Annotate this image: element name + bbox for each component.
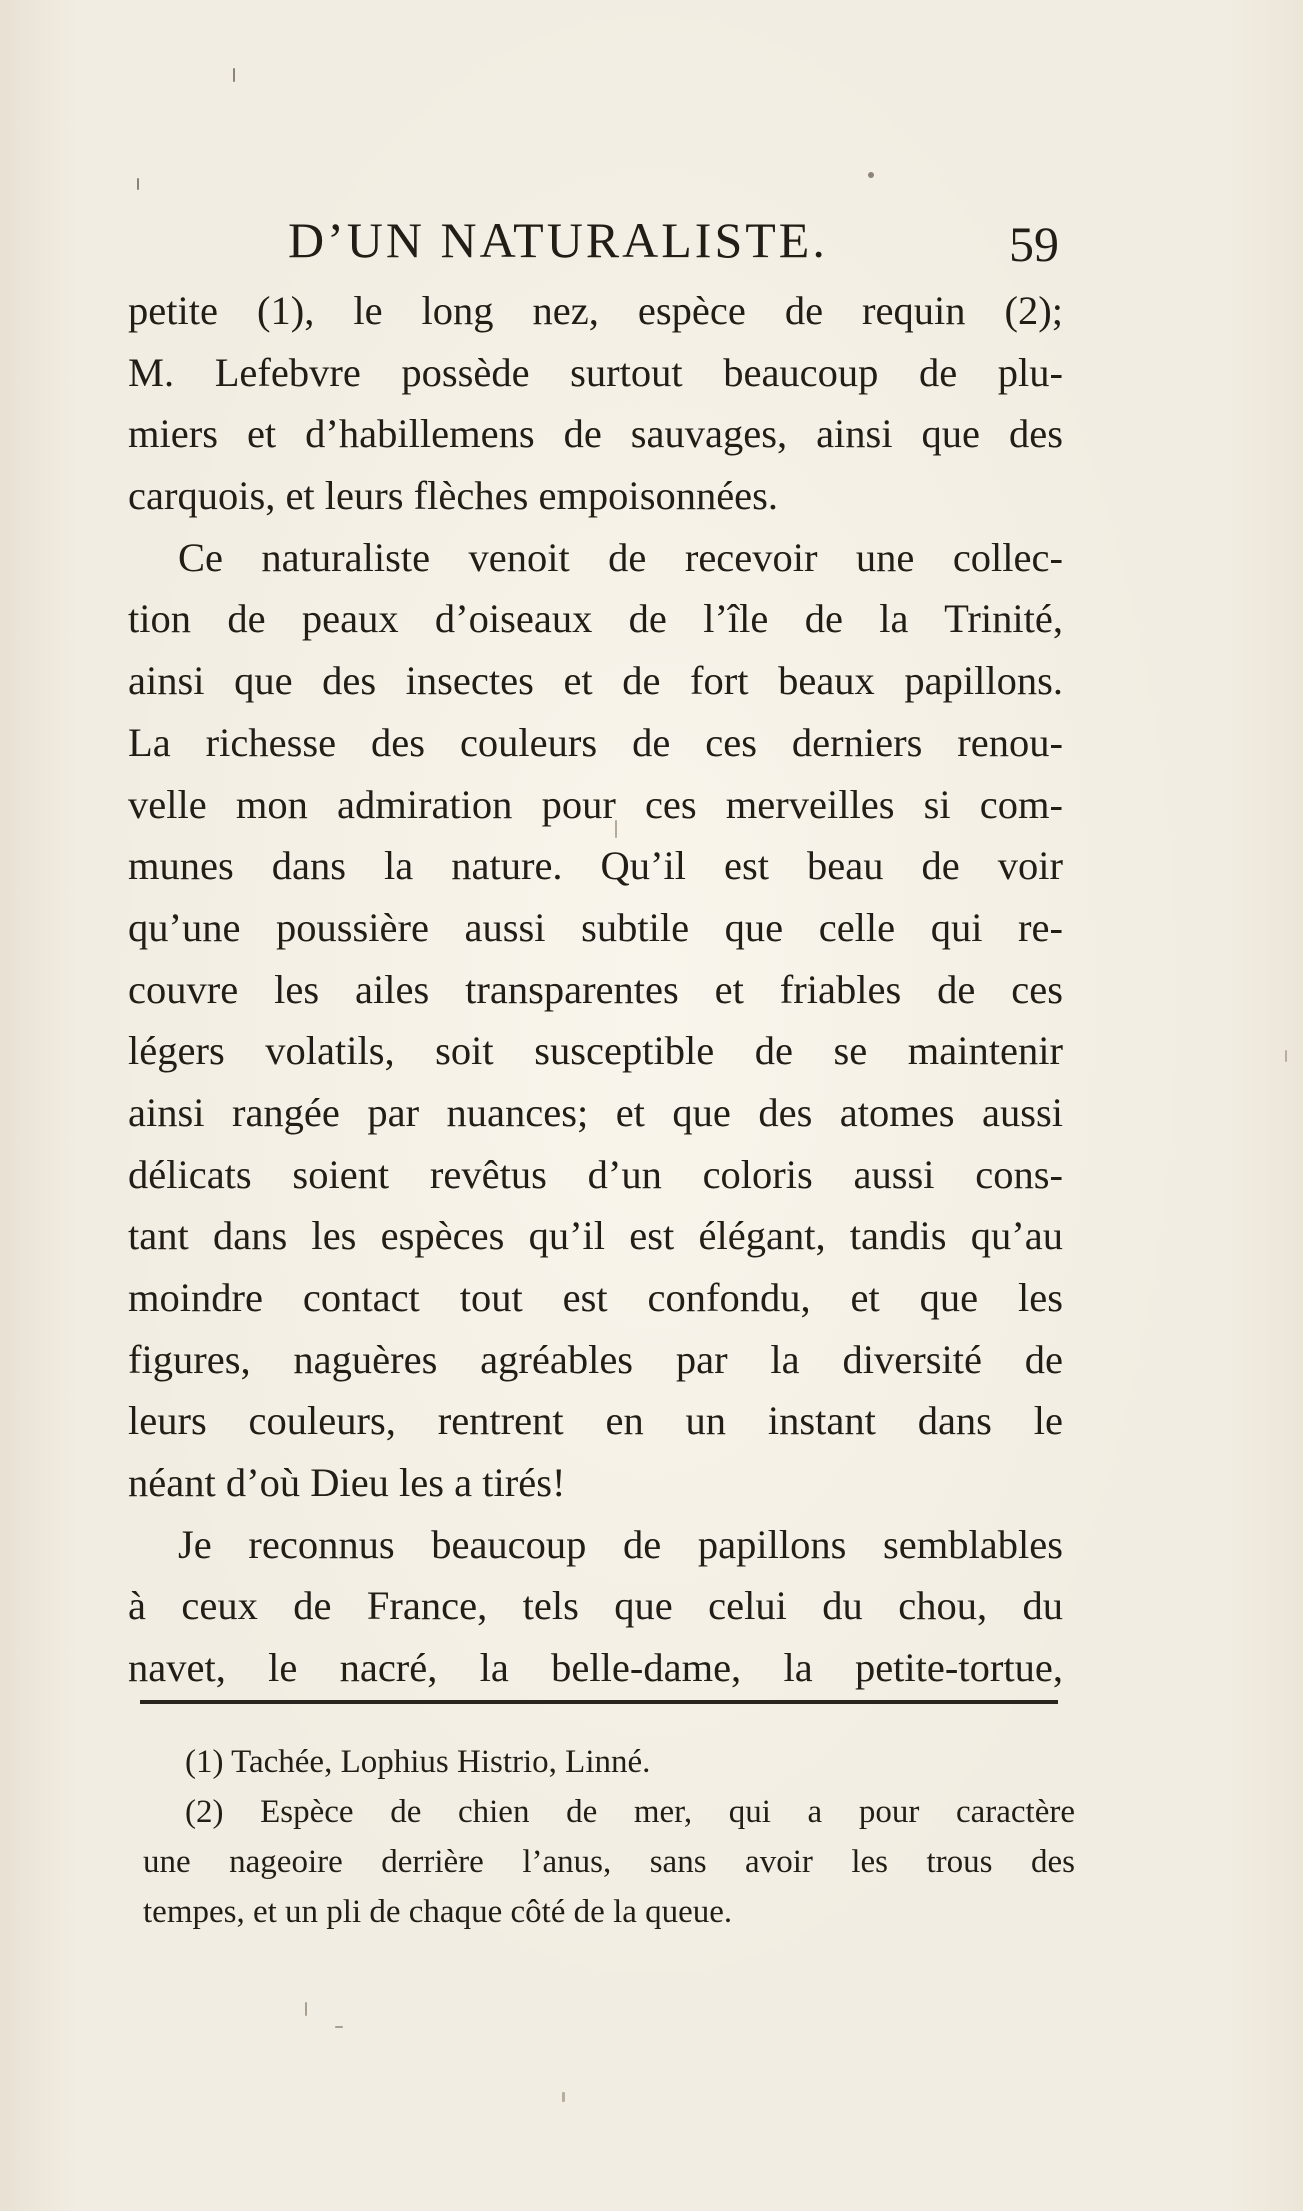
- footnote-line: (2) Espèce de chien de mer, qui a pour caractère: [185, 1794, 1075, 1830]
- text-line: figures, naguères agréables par la diversité de: [128, 1336, 1063, 1382]
- paper-speck: [305, 2002, 307, 2016]
- paper-speck: [562, 2092, 565, 2102]
- text-line: leurs couleurs, rentrent en un instant dans le: [128, 1398, 1063, 1444]
- text-line: munes dans la nature. Qu’il est beau de voir: [128, 843, 1063, 889]
- running-title: D’UN NATURALISTE.: [288, 212, 828, 268]
- text-line: légers volatils, soit susceptible de se maintenir: [128, 1028, 1063, 1074]
- body-text: [128, 280, 1063, 1699]
- text-line: M. Lefebvre possède surtout beaucoup de plu-: [128, 349, 1063, 395]
- footnote-line: tempes, et un pli de chaque côté de la queue.: [143, 1894, 733, 1930]
- page-header: [128, 210, 1063, 270]
- text-line: à ceux de France, tels que celui du chou, du: [128, 1583, 1063, 1629]
- text-line: ainsi rangée par nuances; et que des atomes aussi: [128, 1089, 1063, 1135]
- footnote-line: (1) Tachée, Lophius Histrio, Linné.: [185, 1744, 651, 1780]
- text-line: ainsi que des insectes et de fort beaux papillons.: [128, 658, 1063, 704]
- footnote-line: une nageoire derrière l’anus, sans avoir les trous des: [143, 1844, 1075, 1880]
- text-line: couvre les ailes transparentes et friables de ces: [128, 966, 1063, 1012]
- text-line: tion de peaux d’oiseaux de l’île de la Trinité,: [128, 596, 1063, 642]
- paper-speck: [233, 68, 235, 82]
- text-line: velle mon admiration pour ces merveilles si com-: [128, 781, 1063, 827]
- text-line: miers et d’habillemens de sauvages, ainsi que des: [128, 411, 1063, 457]
- text-line: moindre contact tout est confondu, et que les: [128, 1275, 1063, 1320]
- text-line: tant dans les espèces qu’il est élégant, tandis qu’au: [128, 1213, 1063, 1259]
- text-line: La richesse des couleurs de ces derniers renou-: [128, 719, 1063, 765]
- text-line: Ce naturaliste venoit de recevoir une collec-: [178, 534, 1063, 580]
- footnote-rule: [140, 1700, 1058, 1704]
- paper-speck: [1285, 1050, 1287, 1062]
- text-line: Je reconnus beaucoup de papillons semblables: [178, 1521, 1063, 1567]
- text-line: navet, le nacré, la belle-dame, la petite-tortue,: [128, 1645, 1063, 1691]
- text-line: néant d’où Dieu les a tirés!: [128, 1460, 566, 1506]
- page-number: 59: [1009, 216, 1059, 272]
- footnotes: [143, 1737, 1075, 1937]
- text-line: petite (1), le long nez, espèce de requin (2);: [128, 288, 1063, 333]
- paper-speck: [335, 2026, 343, 2028]
- text-line: qu’une poussière aussi subtile que celle qui re-: [128, 904, 1063, 950]
- paper-speck: [137, 178, 139, 190]
- text-line: carquois, et leurs flèches empoisonnées.: [128, 473, 779, 519]
- paper-speck: [868, 172, 874, 178]
- text-line: délicats soient revêtus d’un coloris aussi cons-: [128, 1151, 1063, 1197]
